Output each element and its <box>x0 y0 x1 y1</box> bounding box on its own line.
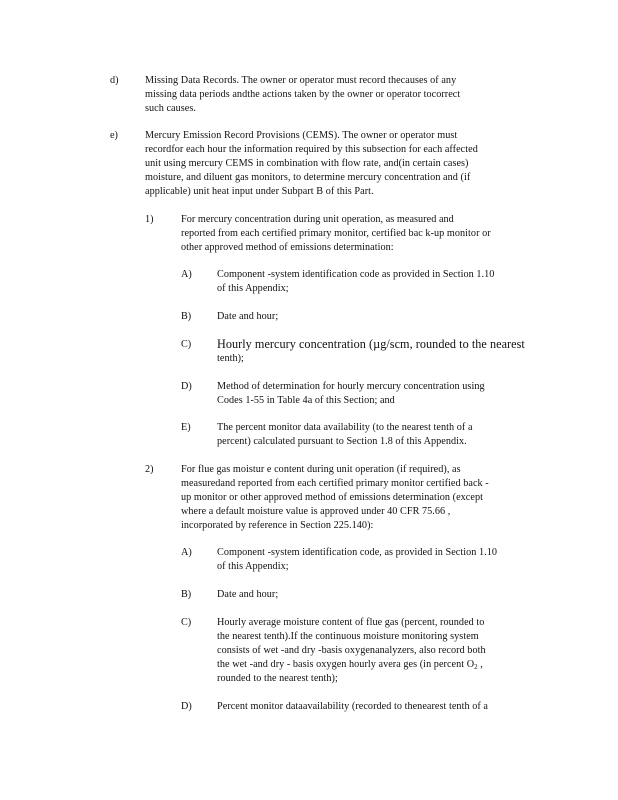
item-e1-e-line-2: percent) calculated pursuant to Section 1.8 of this Appendix. <box>217 436 467 447</box>
item-e2-c-line-4-text: the wet -and dry - basis oxygen hourly avera ges (in percent O <box>217 659 475 670</box>
item-e1-line-2: reported from each certified primary monitor, certified bac k-up monitor or <box>181 228 491 239</box>
item-d-line-2: missing data periods andthe actions taken by the owner or operator tocorrect <box>145 89 461 100</box>
item-label-e2-a: A) <box>181 547 192 558</box>
item-e2-a-line-2: of this Appendix; <box>217 561 289 572</box>
item-e1-e-line-1: The percent monitor data availability (to the nearest tenth of a <box>217 422 473 433</box>
item-d-line-1: Missing Data Records. The owner or operator must record thecauses of any <box>145 75 457 86</box>
item-e2-line-5: incorporated by reference in Section 225.140): <box>181 520 374 531</box>
item-e2-b-line-1: Date and hour; <box>217 589 279 600</box>
item-e-line-4: moisture, and diluent gas monitors, to determine mercury concentration and (if <box>145 172 471 183</box>
item-e2-a-line-1: Component -system identification code, as provided in Section 1.10 <box>217 547 498 558</box>
item-e1-line-1: For mercury concentration during unit operation, as measured and <box>181 214 454 225</box>
item-label-e: e) <box>110 130 118 141</box>
item-e-line-2: recordfor each hour the information required by this subsection for each affected <box>145 144 478 155</box>
item-e1-d-line-2: Codes 1-55 in Table 4a of this Section; and <box>217 395 395 406</box>
item-e2-c-line-5: rounded to the nearest tenth); <box>217 673 338 684</box>
item-e1-line-3: other approved method of emissions determination: <box>181 242 394 253</box>
item-label-d: d) <box>110 75 119 86</box>
item-e2-line-2: measuredand reported from each certified primary monitor certified back - <box>181 478 489 489</box>
item-e1-c-line-2: tenth); <box>217 353 244 364</box>
o2-subscript: 2 <box>474 663 478 671</box>
o2-tail: , <box>477 659 483 670</box>
item-e1-d-line-1: Method of determination for hourly mercury concentration using <box>217 381 485 392</box>
item-e2-line-1: For flue gas moistur e content during unit operation (if required), as <box>181 464 461 475</box>
item-label-e1-c: C) <box>181 339 192 350</box>
item-d-line-3: such causes. <box>145 103 196 114</box>
item-label-e1: 1) <box>145 214 154 225</box>
item-e2-d-line-1: Percent monitor dataavailability (recorded to thenearest tenth of a <box>217 701 488 712</box>
item-e2-c-line-2: the nearest tenth).If the continuous moisture monitoring system <box>217 631 479 642</box>
item-e-line-1: Mercury Emission Record Provisions (CEMS). The owner or operator must <box>145 130 458 141</box>
item-label-e2: 2) <box>145 464 154 475</box>
item-e-line-5: applicable) unit heat input under Subpart B of this Part. <box>145 186 374 197</box>
item-e2-line-3: up monitor or other approved method of emissions determination (except <box>181 492 483 503</box>
item-label-e2-c: C) <box>181 617 192 628</box>
item-e1-a-line-1: Component -system identification code as provided in Section 1.10 <box>217 269 495 280</box>
item-e2-c-line-3: consists of wet -and dry -basis oxygenanalyzers, also record both <box>217 645 486 656</box>
item-e2-line-4: where a default moisture value is approved under 40 CFR 75.66 , <box>181 506 451 517</box>
item-label-e1-b: B) <box>181 311 192 322</box>
item-e2-c-line-1: Hourly average moisture content of flue gas (percent, rounded to <box>217 617 485 628</box>
item-label-e1-e: E) <box>181 422 191 433</box>
item-e1-b-line-1: Date and hour; <box>217 311 279 322</box>
item-label-e2-b: B) <box>181 589 192 600</box>
item-e2-c-line-4 <box>217 658 483 672</box>
item-label-e1-a: A) <box>181 269 192 280</box>
item-label-e2-d: D) <box>181 701 192 712</box>
item-e1-a-line-2: of this Appendix; <box>217 283 289 294</box>
item-e1-c-line-1: Hourly mercury concentration (µg/scm, rounded to the nearest <box>217 337 525 351</box>
item-label-e1-d: D) <box>181 381 192 392</box>
item-e-line-3: unit using mercury CEMS in combination with flow rate, and(in certain cases) <box>145 158 469 169</box>
